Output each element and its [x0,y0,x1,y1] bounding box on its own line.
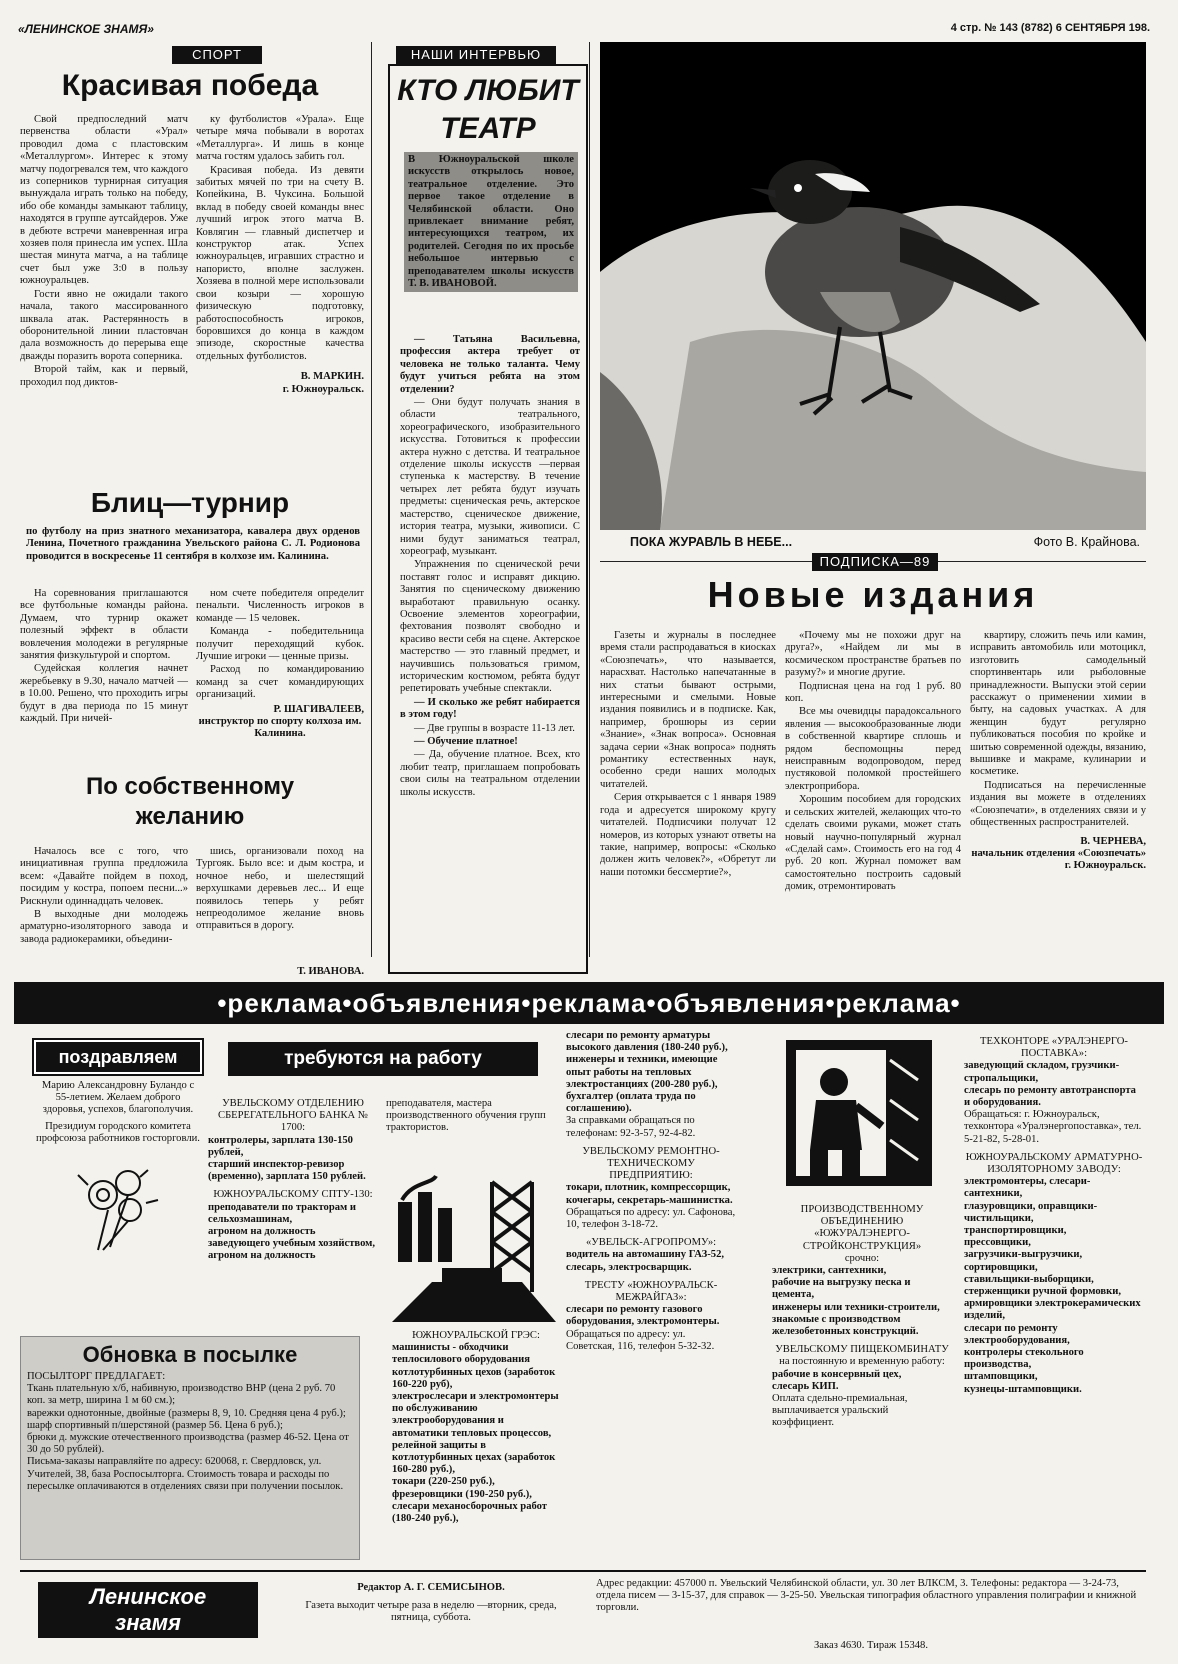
paragraph: «Почему мы не похожи друг на друга?», «Найдем ли мы в космическом пространстве братьев по разуму?» и многие другие. [785,630,961,679]
job-item: Обращаться по адресу: ул. Советская, 116, телефон 5-32-32. [566,1328,715,1352]
worker-illustration [786,1040,932,1186]
paragraph: квартиру, сложить печь или камин, исправить автомобиль или мотоцикл, изготовить самодельный спортинвентарь или рыболовные принадлежности. Выпуски этой серии расскажут о применении химии в быту, на садовых участках. А для женщин будут регулярно публиковаться пособия по кройке и шитью современной одежды, вязанию, вышивке и макраме, кулинарии и косметике. [970,630,1146,778]
article-column [600,630,776,880]
employer-name: ПРОИЗВОДСТВЕННОМУ ОБЪЕДИНЕНИЮ «ЮЖУРАЛЭНЕРГО-СТРОЙКОНСТРУКЦИЯ» [800,1204,924,1252]
article-title: Новые издания [707,574,1039,615]
article-title: Блиц—турнир [90,487,290,518]
paragraph: Все мы очевидцы парадоксального явления — высокообразованные люди в собственной квартире сплошь и рядом беспомощны перед неисправным водопроводом, перед пустяковой поломкой простейшего электроприбора. [785,706,961,792]
author-name: Т. ИВАНОВА. [297,966,364,977]
job-item: слесари механосборочных работ (180-240 руб.), [392,1500,548,1525]
parcel-item: варежки однотонные, двойные (размеры 8, 9, 10. Средняя цена 4 руб.); [27,1407,346,1419]
paragraph: Судейская коллегия начнет жеребьевку в 9.30, начало матчей — в 10.00. Решено, что проходить игры будут в два периода по 15 минут каждый. При ничей- [20,663,188,725]
article-column [196,588,364,741]
congrats-text: Марию Александровну Буландо с 55-летием. Желаем доброго здоровья, успехов, благополучия. [41,1080,195,1116]
job-item: инженеры или техники-строители, знакомые с производством железобетонных конструкций. [772,1301,940,1338]
article-column [20,846,188,947]
question: — Обучение платное! [414,736,518,747]
job-item: транспортировщики, [964,1225,1067,1237]
jobs-title: требуются на работу [228,1042,538,1076]
paragraph: шись, организовали поход на Тургояк. Было все: и дым костра, и ночное небо, и шелестящий верхушками деревьев лес... И еще появилось теперь у ребят непреодолимое желание вновь отправиться в дорогу. [196,846,364,932]
employer-subtitle: на постоянную и временную работу: [779,1356,945,1368]
job-item: слесарь, электросварщик. [566,1261,692,1273]
article-column [970,630,1146,873]
footer-order: Заказ 4630. Тираж 15348. [814,1640,928,1651]
paragraph: В выходные дни молодежь арматурно-изоляторного завода и завода радиокерамики, объедини- [20,909,188,945]
job-item: водитель на автомашину ГАЗ-52, [566,1249,725,1261]
job-item: слесарь по ремонту автотранспорта и оборудования. [964,1084,1136,1109]
employer-name: ТРЕСТУ «ЮЖНОУРАЛЬСК-МЕЖРАЙГАЗ»: [584,1279,718,1304]
author-place: г. Южноуральск. [282,383,364,395]
job-item: контролеры, зарплата 130-150 рублей, [208,1134,353,1158]
employer-name: УВЕЛЬСКОМУ РЕМОНТНО-ТЕХНИЧЕСКОМУ ПРЕДПРИЯТИЮ: [582,1145,720,1182]
congrats-title: поздравляем [34,1040,202,1074]
column-rule [371,42,372,957]
jobs-bank [208,1098,378,1263]
footer-logo [38,1582,258,1638]
author-name: В. МАРКИН. [300,371,364,383]
author-name: В. ЧЕРНЕВА, [1080,835,1146,847]
parcel-item: шарф спортивный п/шерстяной (размер 56. Цена 6 руб.); [27,1419,283,1431]
logo-line: Ленинское [89,1584,207,1609]
author-title: инструктор по спорту колхоза им. Калинина. [198,716,362,740]
jobs-col-d [772,1204,952,1430]
masthead-issue: 4 стр. № 143 (8782) 6 СЕНТЯБРЯ 198. [950,22,1150,34]
paragraph: Газеты и журналы в последнее время стали распродаваться в киосках «Союзпечать», что называется, нарасхват. Настолько напечатанные в них статьи бывают острыми, интересными и смелыми. Новые издания появились и в подписке. Как, например, брошюры из серии «Знание», «Знак вопроса». Основная задача серии «Знак вопроса» поднять романтику естественных наук, особенно среди наших молодых читателей. [600,630,776,790]
job-item: слесари по ремонту арматуры высокого давления (180-240 руб.), [566,1030,728,1054]
parcel-title: Обновка в посылке [82,1342,298,1367]
article-column [785,630,961,895]
job-item: токари (220-250 руб.), фрезеровщики (190-250 руб.), [392,1476,532,1500]
job-item: преподаватели по тракторам и сельхозмашинам, [208,1201,356,1225]
paragraph: Расход по командированию команд за счет командирующих организаций. [196,664,364,701]
urgent-label: срочно: [844,1252,880,1264]
job-item: слесарь КИП. [772,1380,839,1392]
job-item: стерженщики ручной формовки, [964,1286,1121,1298]
interview-lead: В Южноуральской школе искусств открылось новое, театральное отделение. Это первое такое отделение в Челябинской области. Оно привлекает внимание ребят, интересующихся театром, их родителей. Сегодня по их просьбе небольшое интервью с преподавателем школы искусств Т. В. ИВАНОВОЙ. [404,152,578,292]
employer-name: УВЕЛЬСКОМУ ПИЩЕКОМБИНАТУ [775,1344,949,1356]
article-column [20,114,188,390]
author-name: Р. ШАГИВАЛЕЕВ, [273,703,364,715]
paragraph: Началось все с того, что инициативная группа предложила всем: «Давайте пойдем в поход, посидим у костра, попоем песни...» Рискнули одиннадцать человек. [20,846,188,907]
question: — И сколько же ребят набирается в этом году! [400,696,580,721]
job-item: электрослесари и электромонтеры по обслуживанию электрооборудования и автоматики тепловых процессов, релейной защиты в котлотурбинных цехах (заработок 160-280 руб.), [392,1391,559,1476]
paragraph: Хорошим пособием для городских и сельских жителей, желающих что-то сделать своими руками, может стать новый научно-популярный журнал «Сделай сам». Стоимость его на год 4 руб. 20 коп. Журнал поможет вам самостоятельно построить садовый домик, отремонтировать [785,794,961,893]
article-title [394,72,582,148]
rubric-interview: НАШИ ИНТЕРВЬЮ [396,46,556,64]
paragraph: Подписаться на перечисленные издания вы можете в отделениях «Союзпечати», в отделениях связи и у общественных распространителей. [970,779,1146,829]
paragraph: Красивая победа. Из девяти забитых мячей по три на счету В. Копейкина, В. Чуксина. Большой вклад в победу своей команды внес лучший игрок этого матча В. Ковлягин — главный диспетчер и конструктор атак. Успех южноуральцев, игравших страстно и напористо, вполне заслужен. Хозяева в полной мере использовали свои козыри — хорошую физическую подготовку, работоспособность игроков, боровшихся до конца в каждом эпизоде, скоростные качества отдельных футболистов. [196,164,364,362]
article-column [20,588,188,726]
job-item: кузнецы-штамповщики. [964,1383,1082,1395]
bird-photo [600,42,1146,530]
author-title: начальник отделения «Союзпечать» г. Южноуральск. [971,847,1146,872]
footer-rule [20,1570,1146,1572]
job-item: контролеры стекольного производства, [964,1347,1084,1371]
paragraph: Серия открывается с 1 января 1989 года и адресуется широкому кругу читателей. Подписчики получат 12 номеров, из которых узнают ответы на такие, например, вопросы: «Сколько должен жить человек?», «Обретут ли наши потомки бессмертие?», [600,792,776,878]
job-item: сортировщики, [964,1261,1038,1273]
job-item: штамповщики, [964,1371,1038,1383]
title-line: КТО ЛЮБИТ [397,74,579,107]
parcel-offer: ПОСЫЛТОРГ ПРЕДЛАГАЕТ: [27,1371,166,1382]
job-item: армировщики электрокерамических изделий, [964,1298,1141,1322]
footer-address: Адрес редакции: 457000 п. Увельский Челябинской области, ул. 30 лет ВЛКСМ, 3. Телефоны: редактора — 3-24-73, отдела писем — 3-15-37, для справок — 3-25-50. Увельская типография областного управления полиграфии и книжной торговли. [596,1578,1137,1614]
job-item: заведующий складом, грузчики-стропальщики, [964,1060,1120,1084]
job-item: старший инспектор-ревизор (временно), зарплата 150 рублей. [208,1159,366,1183]
flowers-icon [58,1155,178,1255]
job-item: загрузчики-выгрузчики, [964,1249,1083,1261]
job-item: За справками обращаться по телефонам: 92-3-57, 92-4-82. [566,1115,696,1139]
employer-name: ЮЖНОУРАЛЬСКОЙ ГРЭС: [412,1330,540,1341]
parcel-item: Ткань плательную х/б, набивную, производство ВНР (цена 2 руб. 70 коп. за метр, ширина 1 м 60 см.); [27,1383,336,1407]
employer-name: ЮЖНОУРАЛЬСКОМУ АРМАТУРНО-ИЗОЛЯТОРНОМУ ЗАВОДУ: [965,1151,1143,1176]
question: — Татьяна Васильевна, профессия актера требует от человека не только таланта. Чему будут учиться ребята на этом отделении? [400,334,580,395]
parcel-item: Письма-заказы направляйте по адресу: 620068, г. Свердловск, ул. Учителей, 38, база Роспосылторга. Стоимость товара и расходы по пересылке оплачиваются в отделениях связи при получении посылок. [27,1456,344,1492]
job-item: агроном на должность заведующего учебным хозяйством, [208,1226,376,1250]
job-item: электрики, сантехники, [772,1265,887,1277]
title-line: желанию [135,803,245,830]
paragraph: Гости явно не ожидали такого начала, такого массированного шквала атак. Растерянность в оборонительной линии пластовчан дала возможность до перерыва еще дважды поразить ворота соперника. [20,288,188,362]
job-item: слесари по ремонту электрооборудования, [964,1322,1070,1346]
paragraph: Команда - победительница получит переходящий кубок. Лучшие игроки — ценные призы. [196,626,364,663]
jobs-col-c [566,1030,736,1353]
photo-caption: ПОКА ЖУРАВЛЬ В НЕБЕ... [630,535,793,549]
jobs-col-e [964,1036,1144,1396]
job-item: инженеры и техники, имеющие опыт работы на тепловых электростанциях (200-280 руб.), [566,1054,718,1090]
article-column [196,114,364,396]
job-item: ставильщики-выборщики, [964,1273,1094,1285]
paragraph: Подписная цена на год 1 руб. 80 коп. [785,680,961,705]
job-item: Обращаться по адресу: ул. Сафонова, 10, телефон 3-18-72. [566,1206,736,1231]
employer-name: ЮЖНОУРАЛЬСКОМУ СПТУ-130: [213,1189,373,1201]
paragraph: ном счете победителя определит пенальти. Численность игроков в команде — 15 человек. [196,588,364,624]
paragraph: ку футболистов «Урала». Еще четыре мяча побывали в воротах «Металлурга». И лишь в конце матча гостям удалось забить гол. [196,114,364,163]
bird-illustration [600,42,1146,530]
answer: — Они будут получать знания в области театрального, хореографического, изобразительного искусства. Готовиться к профессии актера нужно с детства. И театральное отделение школы искусств —первая ступенька к мастерству. В течение четырех лет ребята будут изучать предметы: сценическая речь, актерское мастерство, сценическое движение, история театра, музыки, живописи. С ними будут заниматься театрал, хореограф, музыкант. [400,397,580,557]
paragraph: Второй тайм, как и первый, проходил под диктов- [20,364,188,388]
job-item: машинисты - обходчики теплосилового оборудования котлотурбинных цехов (заработок 160-220 руб), [392,1342,556,1390]
footer-schedule: Газета выходит четыре раза в неделю —вторник, среда, пятница, суббота. [305,1600,557,1624]
job-item: рабочие в консервный цех, [772,1368,902,1380]
parcel-ad [20,1336,360,1560]
logo-line: знамя [115,1610,181,1635]
job-item: агроном на должность [208,1250,316,1262]
power-plant-icon [392,1172,556,1322]
answer: — Да, обучение платное. Всех, кто любит театр, приглашаем попробовать свои силы на театральном отделении школы искусств. [400,749,580,798]
job-item: Оплата сдельно-премиальная, выплачивается уральский коэффициент. [772,1393,908,1429]
job-item: прессовщики, [964,1237,1031,1249]
congrats-box [34,1040,202,1320]
footer-editor: Редактор А. Г. СЕМИСЫНОВ. [357,1582,505,1593]
job-item: рабочие на выгрузку песка и цемента, [772,1277,911,1301]
job-item: слесари по ремонту газового оборудования, электромонтеры. [566,1304,720,1328]
employer-name: ТЕХКОНТОРЕ «УРАЛЭНЕРГО-ПОСТАВКА»: [980,1036,1128,1060]
rubric-sport: СПОРТ [172,46,262,64]
congrats-from: Президиум городского комитета профсоюза работников госторговли. [36,1120,200,1144]
article-lead: по футболу на приз знатного механизатора, кавалера двух орденов Ленина, Почетного гражданина Увельского района С. Л. Родионова проводится в воскресенье 11 сентября в колхозе им. Калинина. [26,526,360,562]
column-rule [589,42,590,957]
job-item: токари, плотник, компрессорщик, кочегары, секретарь-машинистка. [566,1182,733,1206]
article-column [196,846,364,934]
masthead-title: «ЛЕНИНСКОЕ ЗНАМЯ» [18,22,154,36]
rubric-subscription: ПОДПИСКА—89 [812,553,938,571]
title-line: ТЕАТР [440,112,536,145]
interview-body [400,334,580,800]
answer: Упражнения по сценической речи поставят голос и исправят дикцию. Занятия по сценическому движению выработают правильную осанку. Освоение элементов хореографии, фехтования позволят свободно и красиво вести себя на сцене. Актерское мастерство — это главный предмет, и научившись пользоваться гримом, историческим костюмом, ребята будут репетировать учебные спектакли. [400,559,580,695]
ads-banner: •реклама•объявления•реклама•объявления•реклама• [14,982,1164,1024]
job-item: Обращаться: г. Южноуральск, техконтора «Уралэнергопоставка», тел. 5-21-82, 5-28-01. [964,1109,1142,1145]
answer: — Две группы в возрасте 11-13 лет. [414,722,575,734]
employer-name: «УВЕЛЬСК-АГРОПРОМУ»: [585,1237,717,1249]
jobs-sptu-cont: преподавателя, мастера производственного обучения групп трактористов. [386,1098,546,1134]
power-plant-illustration [392,1172,556,1322]
parcel-item: брюки д. мужские отечественного производства (размер 46-52. Цена от 30 до 50 рублей). [27,1432,349,1456]
jobs-gres [392,1330,560,1525]
photo-credit: Фото В. Крайнова. [1033,535,1140,549]
job-item: электромонтеры, слесари-сантехники, [964,1176,1091,1200]
employer-name: УВЕЛЬСКОМУ ОТДЕЛЕНИЮ СБЕРЕГАТЕЛЬНОГО БАНКА № 1700: [218,1098,368,1134]
article-title [20,772,360,832]
title-line: По собственному [85,773,295,800]
article-title: Красивая победа [61,69,319,102]
job-item: бухгалтер (оплата труда по соглашению). [566,1091,696,1115]
paragraph: Свой предпоследний матч первенства области «Урал» проводил дома с пластовским «Металлургом». Интерес к этому матчу подогревался тем, что каждого из соперников турнирная ситуация вынуждала играть только на победу, ибо обе команды замыкают таблицу, находятся в группе аутсайдеров. Уже в дебюте встречи маневренная игра хозяев поля принесла им успех. Шла шестая минута матча, а на таблице счет был уже 3:0 в пользу южноуральцев. [20,114,188,287]
job-item: глазуровщики, оправщики-чистильщики, [964,1200,1098,1224]
paragraph: На соревнования приглашаются все футбольные команды района. Думаем, что турнир окажет полезный эффект в области вовлечения молодежи в регулярные занятия физкультурой и спортом. [20,588,188,662]
worker-icon [786,1040,932,1186]
